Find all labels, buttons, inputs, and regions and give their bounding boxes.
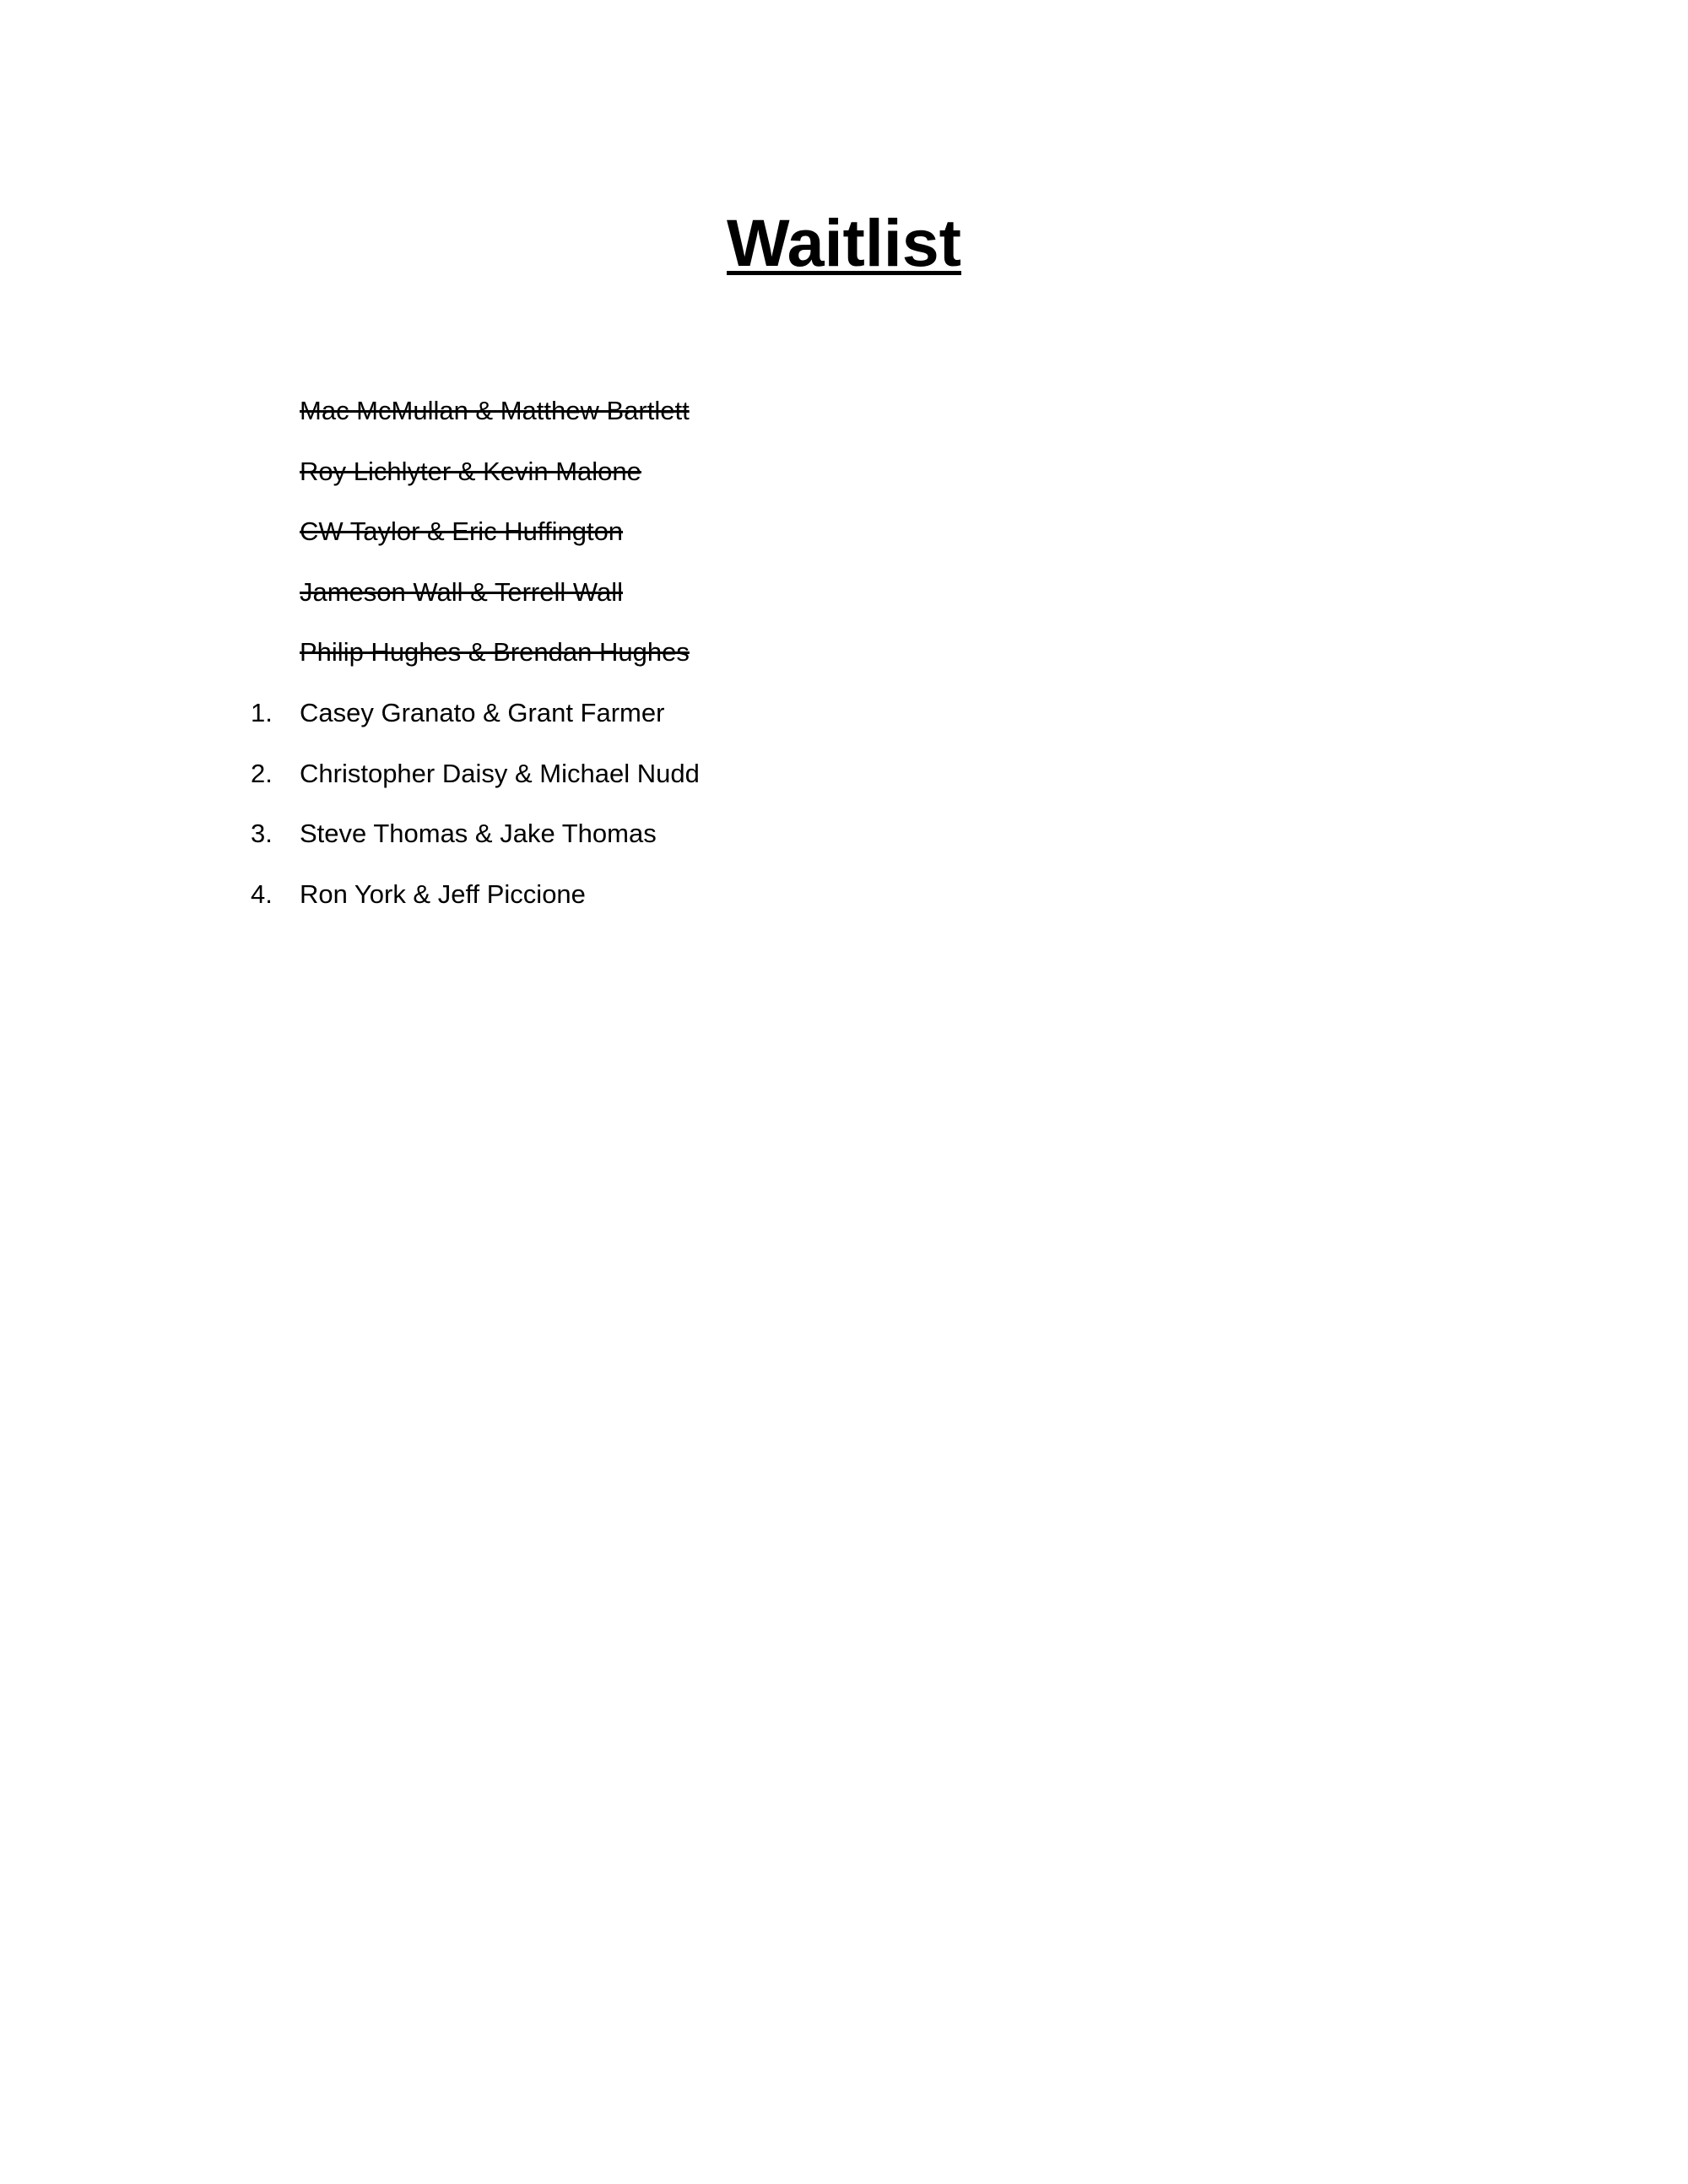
list-number-empty xyxy=(251,622,300,683)
waitlist-entry: Casey Granato & Grant Farmer xyxy=(300,697,665,727)
list-number-empty xyxy=(251,501,300,562)
crossed-out-entry: Jameson Wall & Terrell Wall xyxy=(300,576,624,607)
list-number: 3. xyxy=(251,819,273,849)
numbered-row xyxy=(251,864,700,925)
page-title: Waitlist xyxy=(727,205,961,280)
waitlist-entry: Christopher Daisy & Michael Nudd xyxy=(300,758,700,788)
waitlist-entry: Steve Thomas & Jake Thomas xyxy=(300,819,657,849)
list-number: 4. xyxy=(251,878,273,909)
list-number-empty xyxy=(251,381,300,441)
crossed-out-entry: Mac McMullan & Matthew Bartlett xyxy=(300,396,690,425)
waitlist-entry: Ron York & Jeff Piccione xyxy=(300,878,586,909)
crossed-out-row xyxy=(251,562,700,623)
numbered-row xyxy=(251,683,700,743)
crossed-out-row xyxy=(251,501,700,562)
waitlist xyxy=(251,381,700,924)
list-number: 1. xyxy=(251,697,273,727)
numbered-row xyxy=(251,803,700,864)
crossed-out-row xyxy=(251,622,700,683)
crossed-out-entry: CW Taylor & Eric Huffington xyxy=(300,516,624,547)
crossed-out-entry: Roy Lichlyter & Kevin Malone xyxy=(300,456,641,486)
crossed-out-row xyxy=(251,381,700,441)
list-number-empty xyxy=(251,562,300,623)
list-number-empty xyxy=(251,441,300,502)
numbered-row xyxy=(251,743,700,804)
list-number: 2. xyxy=(251,758,273,788)
crossed-out-row xyxy=(251,441,700,502)
crossed-out-entry: Philip Hughes & Brendan Hughes xyxy=(300,637,690,668)
